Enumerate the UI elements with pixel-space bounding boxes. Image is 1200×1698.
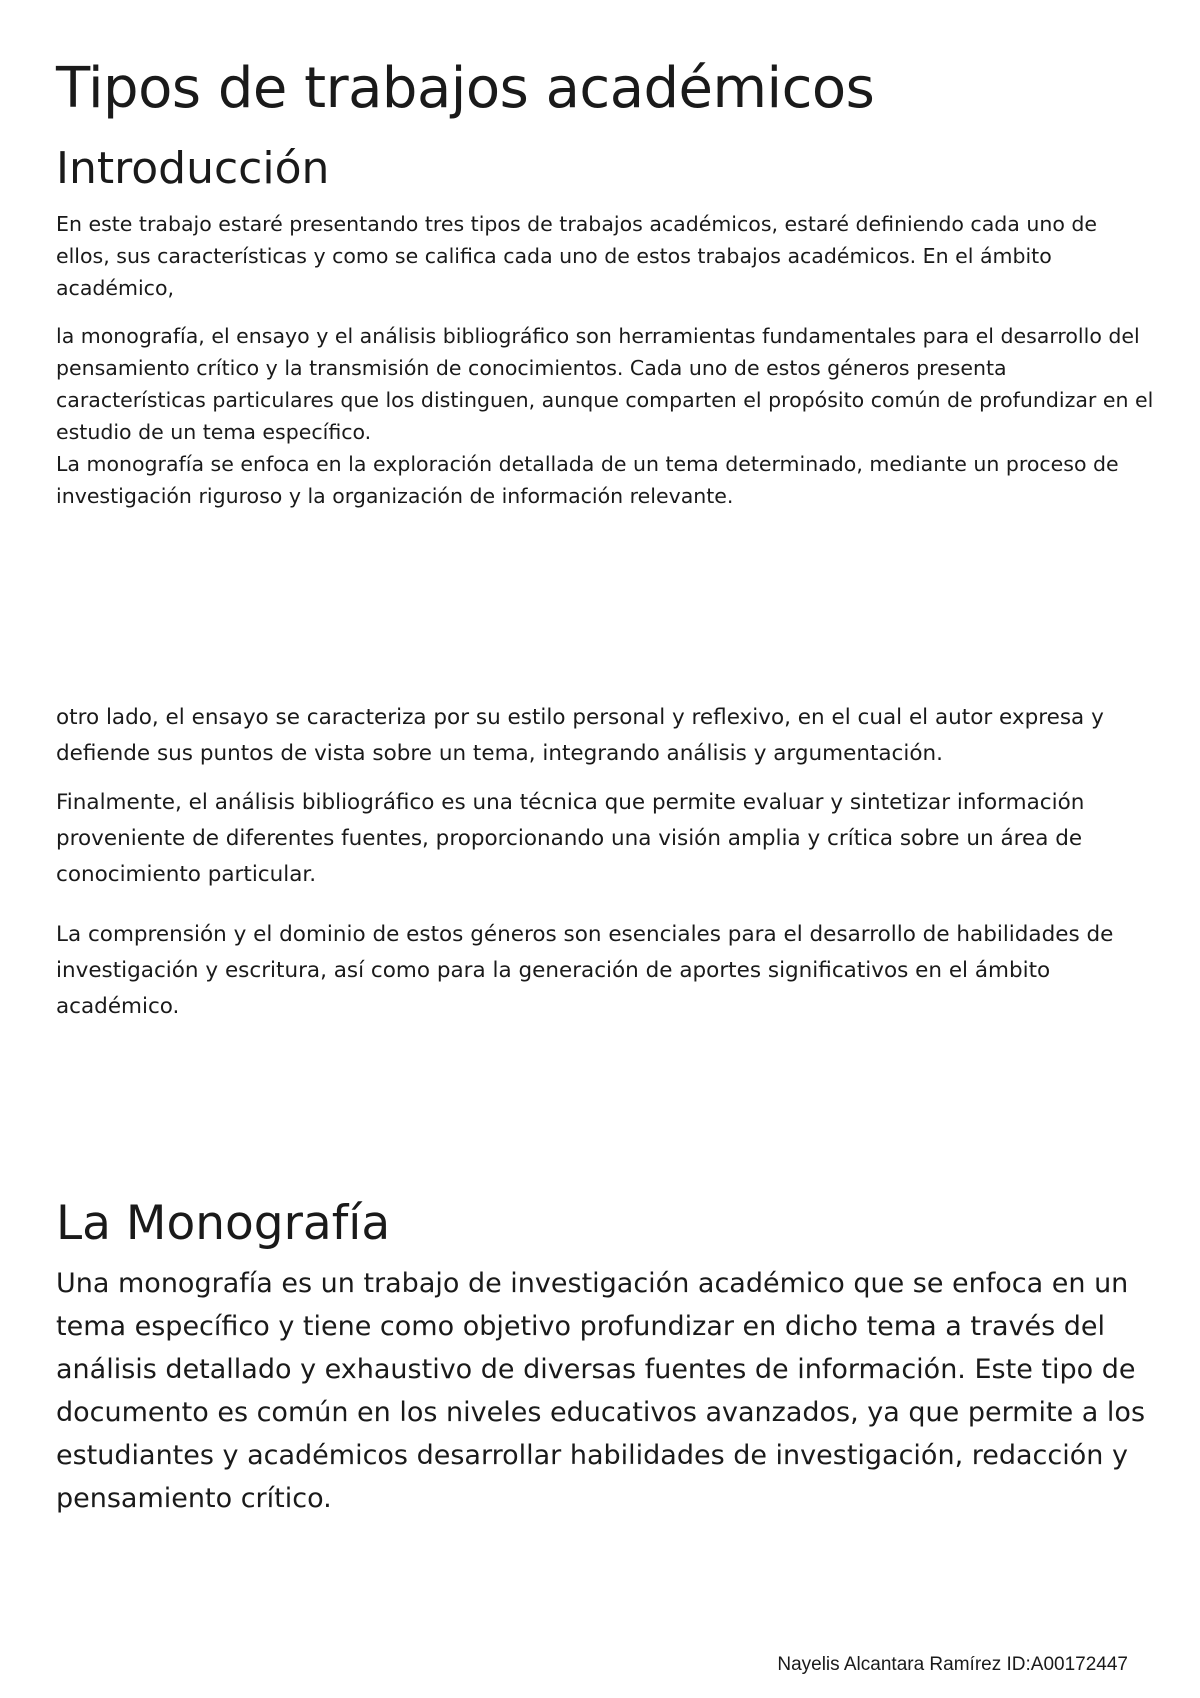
monografia-paragraph: Una monografía es un trabajo de investigación académico que se enfoca en un tema específico y tiene como objetivo profundizar en dicho tema a través del análisis detallado y exhaustivo de diversas fuentes de información. Este tipo de documento es común en los niveles educativos avanzados, ya que permite a los estudiantes y académicos desarrollar habilidades de investigación, redacción y pensamiento crítico. xyxy=(56,1268,1146,1514)
body-paragraph-ensayo: otro lado, el ensayo se caracteriza por su estilo personal y reflexivo, en el cual el autor expresa y defiende sus puntos de vista sobre un tema, integrando análisis y argumentación. xyxy=(56,705,1104,766)
intro-paragraph: En este trabajo estaré presentando tres tipos de trabajos académicos, estaré definiendo cada uno de ellos, sus características y como se califica cada uno de estos trabajos académicos. En el ámbito académico, xyxy=(56,212,1098,300)
document-title: Tipos de trabajos académicos xyxy=(56,56,875,121)
body-paragraph-conclusion: La comprensión y el dominio de estos géneros son esenciales para el desarrollo de habilidades de investigación y escritura, así como para la generación de aportes significativos en el ámbito académico. xyxy=(56,922,1114,1019)
intro-paragraph: la monografía, el ensayo y el análisis bibliográfico son herramientas fundamentales para el desarrollo del pensamiento crítico y la transmisión de conocimientos. Cada uno de estos géneros presenta características particulares que los distinguen, aunque comparten el propósito común de profundizar en el estudio de un tema específico. xyxy=(56,324,1154,444)
body-paragraph-analisis: Finalmente, el análisis bibliográfico es una técnica que permite evaluar y sintetizar información proveniente de diferentes fuentes, proporcionando una visión amplia y crítica sobre un área de conocimiento particular. xyxy=(56,790,1085,887)
monografia-heading: La Monografía xyxy=(56,1196,391,1251)
intro-heading: Introducción xyxy=(56,143,330,194)
intro-paragraph: La monografía se enfoca en la exploración detallada de un tema determinado, mediante un proceso de investigación riguroso y la organización de información relevante. xyxy=(56,452,1119,508)
intro-paragraph-group xyxy=(56,320,1156,512)
footer-author: Nayelis Alcantara Ramírez ID:A00172447 xyxy=(777,1654,1128,1675)
